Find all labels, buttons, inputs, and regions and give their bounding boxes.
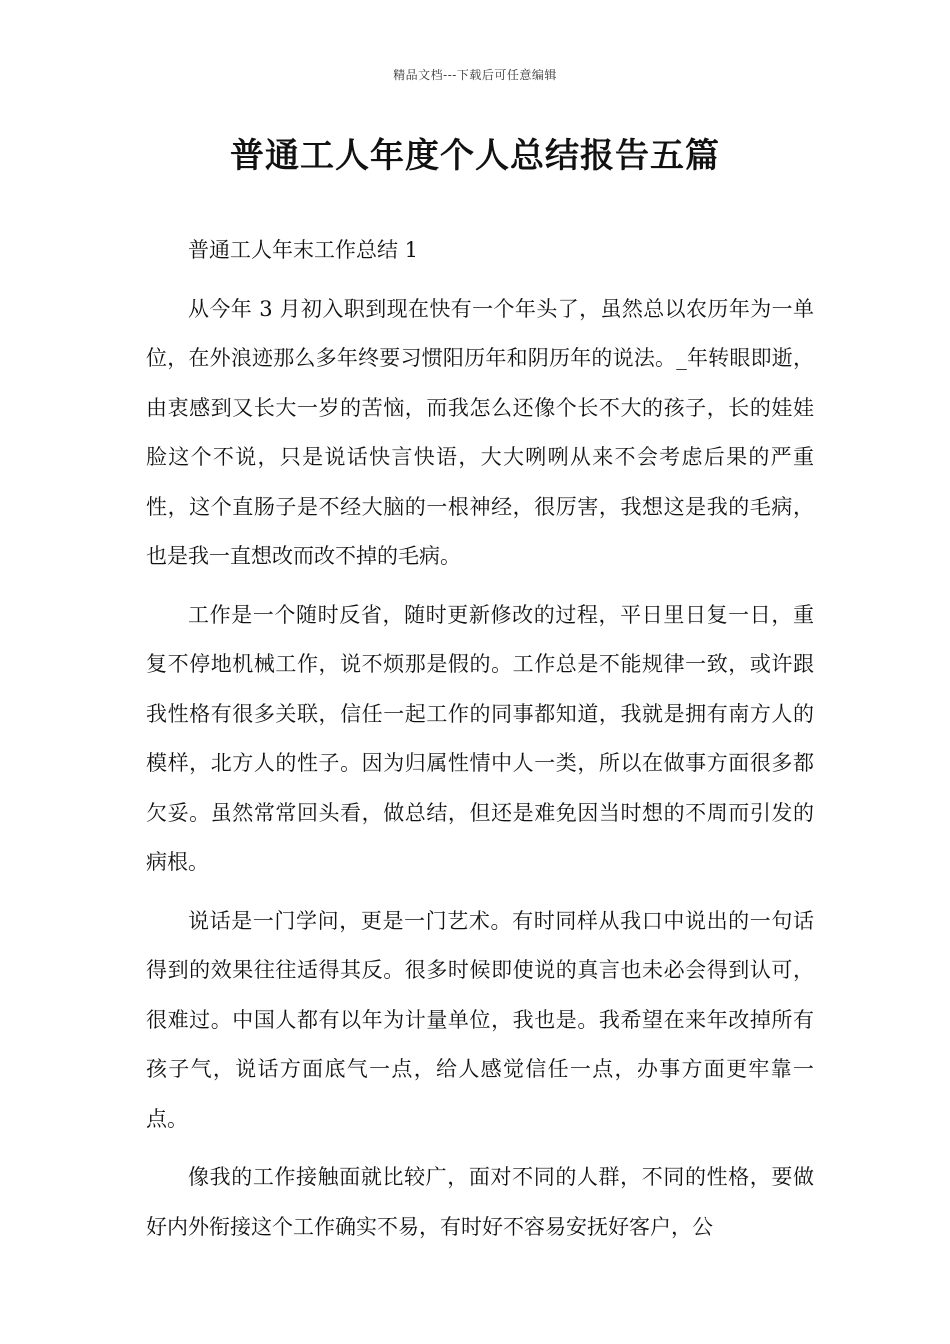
section-heading: 普通工人年末工作总结 1 (188, 238, 419, 262)
paragraph-1: 从今年 3 月初入职到现在快有一个年头了，虽然总以农历年为一单位，在外浪迹那么多年终要习惯阳历年和阴历年的说法。_年转眼即逝，由衷感到又长大一岁的苦恼，而我怎么还像个长不大的孩子，长的娃娃脸这个不说，只是说话快言快语，大大咧咧从来不会考虑后果的严重性，这个直肠子是不经大脑的一根神经，很厉害，我想这是我的毛病，也是我一直想改而改不掉的毛病。 (146, 296, 814, 568)
document-title: 普通工人年度个人总结报告五篇 (230, 136, 720, 176)
header-note: 精品文档---下载后可任意编辑 (393, 68, 557, 82)
paragraph-2: 工作是一个随时反省，随时更新修改的过程，平日里日复一日，重复不停地机械工作，说不烦那是假的。工作总是不能规律一致，或许跟我性格有很多关联，信任一起工作的同事都知道，我就是拥有南方人的模样，北方人的性子。因为归属性情中人一类，所以在做事方面很多都欠妥。虽然常常回头看，做总结，但还是难免因当时想的不周而引发的病根。 (146, 602, 814, 874)
paragraph-3: 说话是一门学问，更是一门艺术。有时同样从我口中说出的一句话得到的效果往往适得其反。很多时候即使说的真言也未必会得到认可，很难过。中国人都有以年为计量单位，我也是。我希望在来年改掉所有孩子气，说话方面底气一点，给人感觉信任一点，办事方面更牢靠一点。 (146, 908, 814, 1131)
paragraph-4: 像我的工作接触面就比较广，面对不同的人群，不同的性格，要做好内外衔接这个工作确实不易，有时好不容易安抚好客户，公 (146, 1165, 814, 1239)
document-body (146, 226, 814, 1252)
